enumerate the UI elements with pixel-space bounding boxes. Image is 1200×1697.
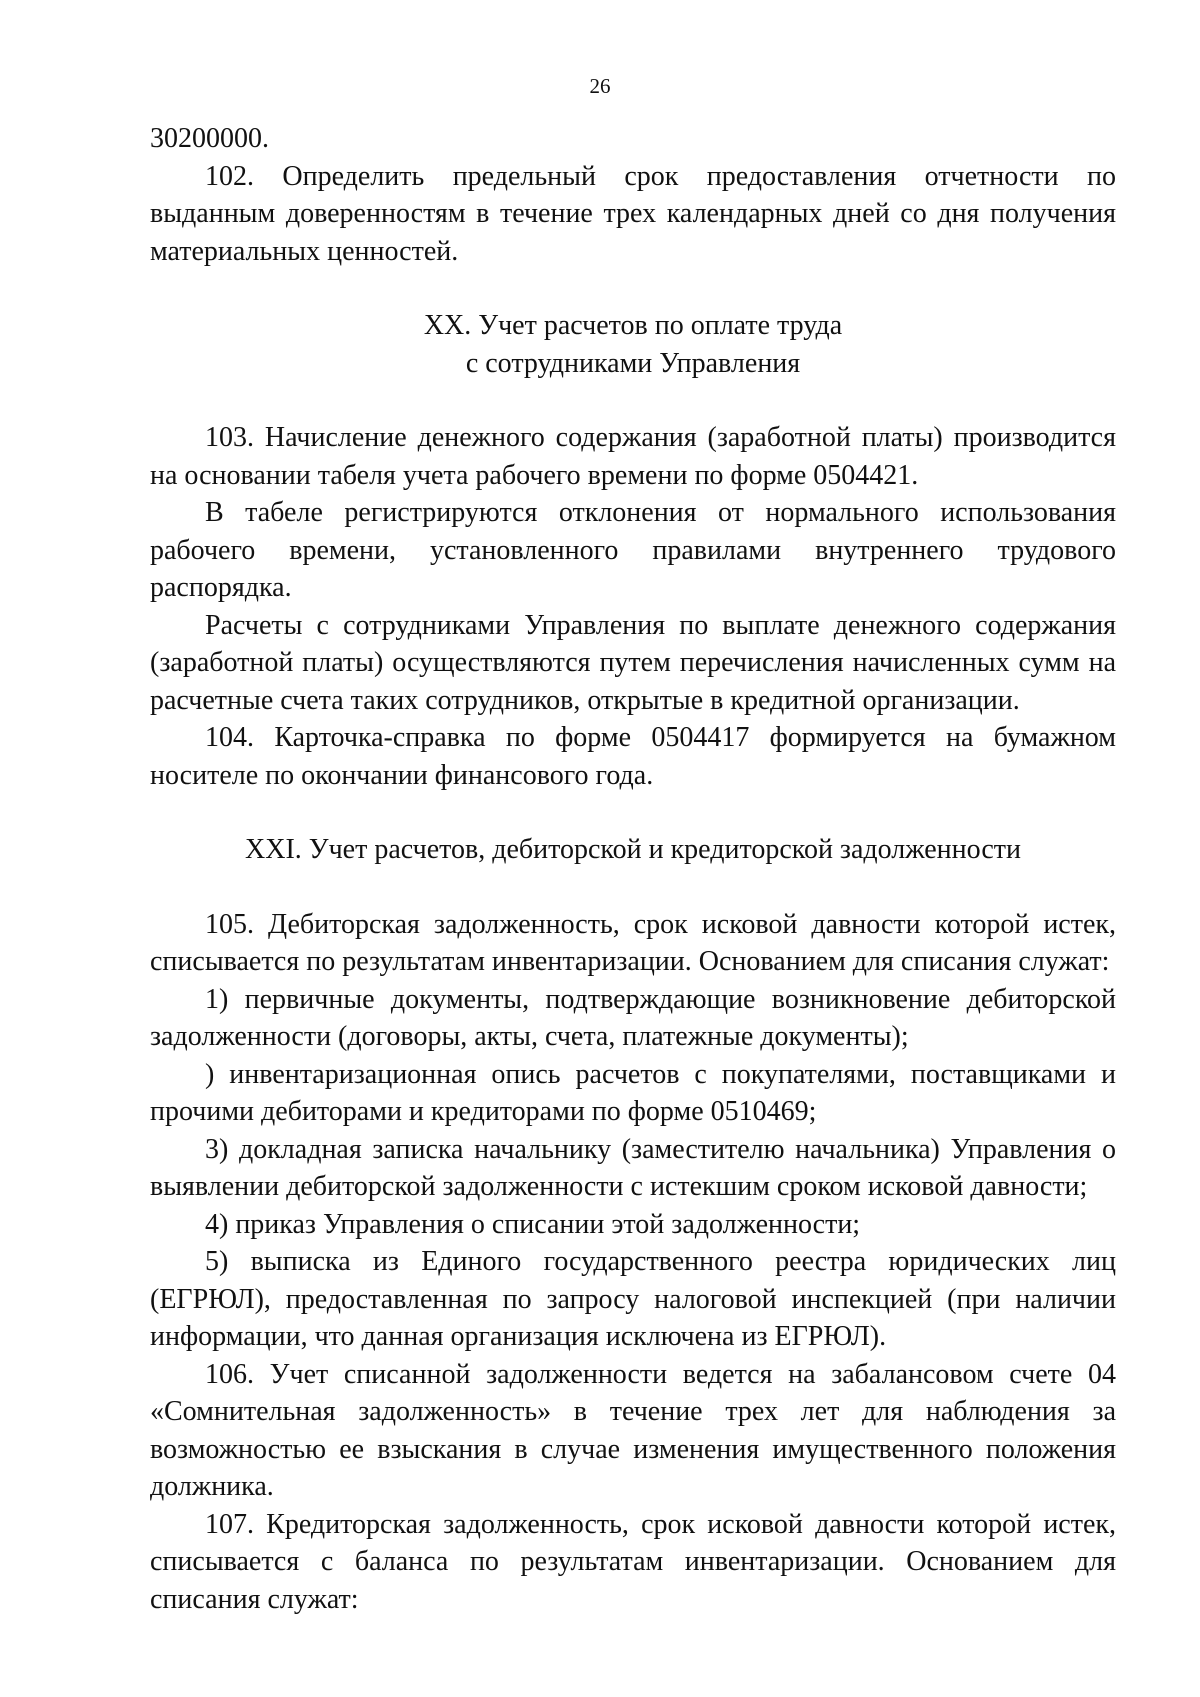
list-item-5: 5) выписка из Единого государственного реестра юридических лиц (ЕГРЮЛ), предоставленная по запросу налоговой инспекцией (при наличии информации, что данная организация исключена из ЕГРЮЛ). <box>150 1246 1116 1352</box>
list-item-4: 4) приказ Управления о списании этой задолженности; <box>205 1208 861 1240</box>
paragraph-continuation: 30200000. <box>150 123 269 154</box>
list-item-1: 1) первичные документы, подтверждающие возникновение дебиторской задолженности (договоры, акты, счета, платежные документы); <box>150 983 1116 1052</box>
paragraph-settlements: Расчеты с сотрудниками Управления по выплате денежного содержания (заработной платы) осуществляются путем перечисления начисленных сумм на расчетные счета таких сотрудников, открытые в кредитной организации. <box>150 609 1116 716</box>
list-item-3: 3) докладная записка начальнику (заместителю начальника) Управления о выявлении дебиторской задолженности с истекшим сроком исковой давности; <box>150 1133 1116 1202</box>
paragraph-102: 102. Определить предельный срок предоставления отчетности по выданным доверенностям в течение трех календарных дней со дня получения материальных ценностей. <box>150 160 1116 267</box>
paragraph-104: 104. Карточка-справка по форме 0504417 формируется на бумажном носителе по окончании финансового года. <box>150 722 1116 791</box>
paragraph-106: 106. Учет списанной задолженности ведется на забалансовом счете 04 «Сомнительная задолженность» в течение трех лет для наблюдения за возможностью ее взыскания в случае изменения имущественного положения должника. <box>150 1358 1116 1502</box>
heading-line: XXI. Учет расчетов, дебиторской и кредиторской задолженности <box>245 834 1021 865</box>
page-number: 26 <box>589 74 611 98</box>
paragraph-103: 103. Начисление денежного содержания (заработной платы) производится на основании табеля учета рабочего времени по форме 0504421. <box>150 422 1116 491</box>
section-heading-xx <box>150 307 1116 382</box>
list-item-2: ) инвентаризационная опись расчетов с покупателями, поставщиками и прочими дебиторами и кредиторами по форме 0510469; <box>150 1058 1116 1127</box>
heading-line: с сотрудниками Управления <box>465 347 801 379</box>
section-heading-xxi <box>150 831 1116 869</box>
paragraph-107: 107. Кредиторская задолженность, срок исковой давности которой истек, списывается с баланса по результатам инвентаризации. Основанием для списания служат: <box>150 1508 1116 1615</box>
paragraph-105: 105. Дебиторская задолженность, срок исковой давности которой истек, списывается по результатам инвентаризации. Основанием для списания служат: <box>150 908 1116 977</box>
document-body <box>150 120 1116 1618</box>
heading-line: XX. Учет расчетов по оплате труда <box>423 310 843 341</box>
paragraph-timesheet: В табеле регистрируются отклонения от нормального использования рабочего времени, установленного правилами внутреннего трудового распорядка. <box>150 497 1116 603</box>
